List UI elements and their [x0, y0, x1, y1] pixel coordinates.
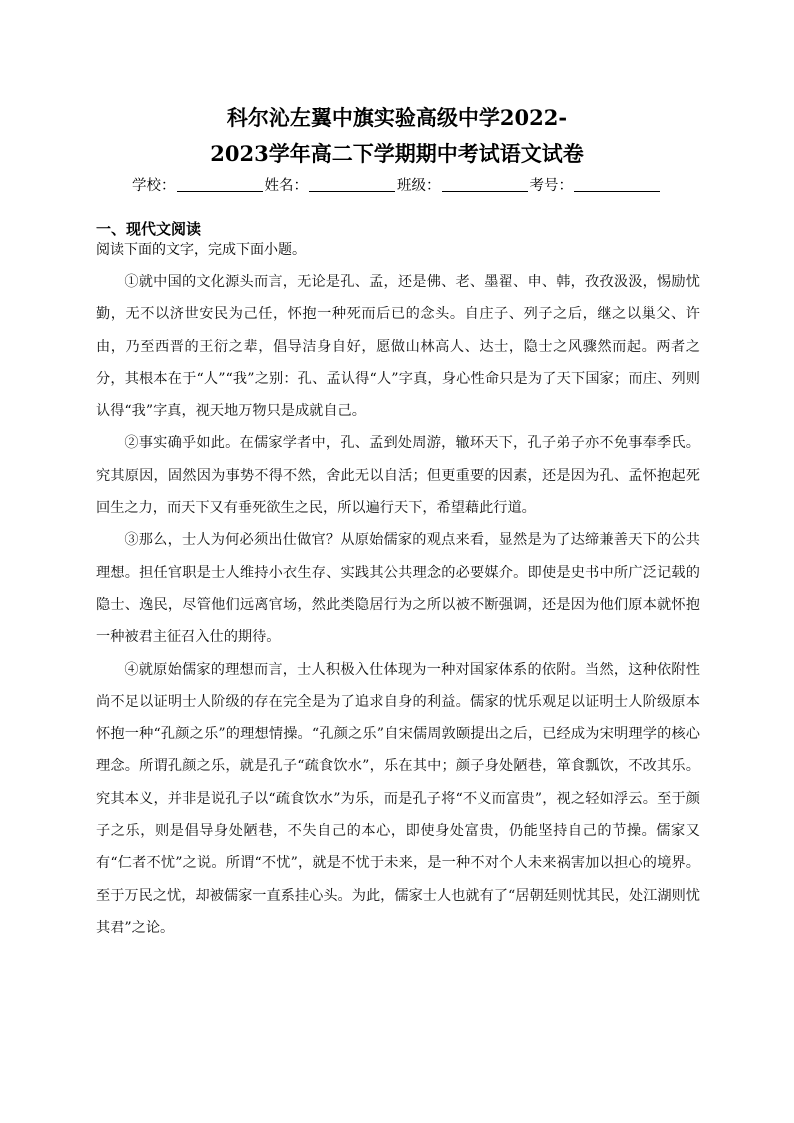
name-label: 姓名：	[264, 178, 308, 194]
reading-instruction: 阅读下面的文字，完成下面小题。	[96, 242, 306, 258]
class-label: 班级：	[397, 178, 441, 194]
passage-paragraph-2: ②事实确乎如此。在儒家学者中，孔、孟到处周游，辙环天下，孔子弟子亦不免事奉季氏。究其原因，固然因为事势不得不然，舍此无以自活；但更重要的因素，还是因为孔、孟怀抱起死回生之力，而天下又有垂死欲生之民，所以遍行天下，希望藉此行道。	[96, 435, 700, 517]
exam-title-line1: 科尔沁左翼中旗实验高级中学2022-	[226, 105, 568, 130]
exam-title-line2: 2023学年高二下学期期中考试语文试卷	[210, 141, 584, 166]
passage-paragraph-4: ④就原始儒家的理想而言，士人积极入仕体现为一种对国家体系的依附。当然，这种依附性尚不足以证明士人阶级的存在完全是为了追求自身的利益。儒家的忧乐观足以证明士人阶级原本怀抱一种“孔颜之乐”的理想情操。“孔颜之乐”自宋儒周敦颐提出之后，已经成为宋明理学的核心理念。所谓孔颜之乐，就是孔子“疏食饮水”，乐在其中；颜子身处陋巷，箪食瓢饮，不改其乐。究其本义，并非是说孔子以“疏食饮水”为乐，而是孔子将“不义而富贵”，视之轻如浮云。至于颜子之乐，则是倡导身处陋巷，不失自己的本心，即使身处富贵，仍能坚持自己的节操。儒家又有“仁者不忧”之说。所谓“不忧”，就是不忧于未来，是一种不对个人未来祸害加以担心的境界。至于万民之忧，却被儒家一直系挂心头。为此，儒家士人也就有了“居朝廷则忧其民，处江湖则忧其君”之论。	[96, 661, 700, 936]
exam-number-blank	[574, 177, 660, 192]
passage-paragraph-1: ①就中国的文化源头而言，无论是孔、孟，还是佛、老、墨翟、申、韩，孜孜汲汲，惕励忧勤，无不以济世安民为己任，怀抱一种死而后已的念头。自庄子、列子之后，继之以巢父、许由，乃至西晋的王衍之辈，倡导洁身自好，愿做山林高人、达士，隐士之风骤然而起。两者之分，其根本在于“人”“我”之别：孔、孟认得“人”字真，身心性命只是为了天下国家；而庄、列则认得“我”字真，视天地万物只是成就自己。	[96, 274, 700, 420]
school-blank	[177, 177, 263, 192]
passage-paragraph-3: ③那么，士人为何必须出仕做官？从原始儒家的观点来看，显然是为了达缔兼善天下的公共理想。担任官职是士人维持小衣生存、实践其公共理念的必要媒介。即使是史书中所广泛记载的隐士、逸民，尽管他们远离官场，然此类隐居行为之所以被不断强调，还是因为他们原本就怀抱一种被君主征召入仕的期待。	[96, 532, 700, 646]
class-blank	[442, 177, 528, 192]
section-heading: 一、现代文阅读	[96, 220, 202, 238]
school-label: 学校：	[132, 178, 176, 194]
name-blank	[309, 177, 395, 192]
exam-number-label: 考号：	[529, 178, 573, 194]
student-info-line	[0, 174, 794, 195]
reading-passage	[96, 266, 700, 944]
